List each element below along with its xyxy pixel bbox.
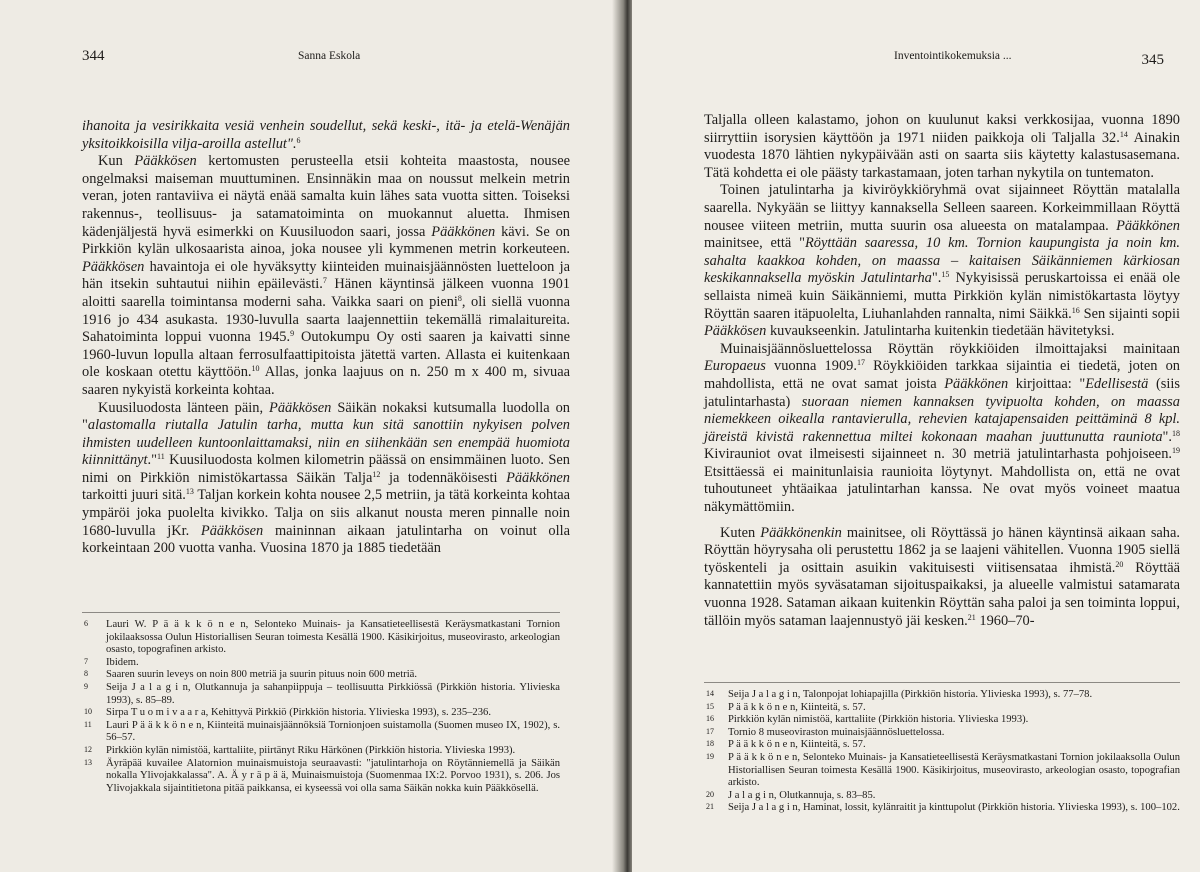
text-run: Röyttää kannatettiin myös syväsataman sijoituspaikaksi, ja alueelle valmistui satamarata vuonna 1928. Sataman aikaan kuitenkin Röyttän saha paloi ja sen toiminta loppui, tällöin myös sataman laajennustyö jäi kesken.: [704, 559, 1181, 629]
footnote-number: 12: [84, 744, 92, 754]
paragraph: [82, 400, 570, 558]
text-run: kävi. Se on Pirkkiön kylän ulkosaarista ainoa, joka nousee yli kymmenen metrin korkeuteen.: [82, 223, 571, 258]
footnote-text: P ä ä k k ö n e n, Kiinteitä, s. 57.: [728, 701, 866, 713]
footnote: [82, 720, 560, 745]
text-run: kuvaukseenkin. Jatulintarha kuitenkin tiedetään hävitetyksi.: [766, 323, 1115, 340]
paragraph: [82, 153, 570, 399]
footnote: [704, 790, 1180, 803]
text-run: Etsittäessä ei mainitunlaisia raunioita löytynyt. Mahdollista on, että ne ovat tuhoutuneet yhtäaikaa jatulintarhan kanssa. Ne ovat myös voineet maatua näkymättömiin.: [704, 463, 1180, 516]
paragraph: [704, 112, 1180, 182]
footnote-ref: 13: [185, 487, 194, 497]
text-run: Ainakin vuodesta 1870 lähtien nykypäivään asti on saarta siis käytetty kalastusasemana. Tätä kohdetta ei ole päästy tarkastamaan, joten tarhan nykytila on tuntematon.: [704, 129, 1180, 181]
footnote-number: 7: [84, 656, 88, 666]
italic-run: Pääkkönenkin: [760, 524, 842, 541]
text-run: (siis jatulintarhasta): [704, 375, 1180, 410]
right-body-text: [704, 112, 1180, 630]
footnote-number: 16: [706, 714, 714, 724]
footnote-ref: 8: [457, 293, 462, 303]
italic-run: Pääkkösen: [704, 323, 767, 340]
footnote: [704, 752, 1180, 790]
italic-run: Röyttään saaressa, 10 km. Tornion kaupungista ja noin km. sahalta kaakkoa kohden, on maassa – kaitaisen Säikänniemen kärkiosan keskikannaksella myöskin Jatulintarha: [704, 235, 1180, 287]
footnote-number: 11: [84, 719, 92, 729]
text-run: 1960–70-: [975, 612, 1035, 629]
footnote-text: Lauri W. P ä ä k k ö n e n, Selonteko Muinais- ja Kansatieteellisestä Keräysmatkastani Tornion jokilaaksossa Oulun Historiallisen Seuran toimesta Kesällä 1900. Käsikirjoitus, museovirasto, arkeologian osasto, topografinen arkisto.: [106, 619, 560, 656]
footnote-text: J a l a g i n, Olutkannuja, s. 83–85.: [728, 789, 876, 801]
footnote: [704, 702, 1180, 715]
text-run: Kun: [98, 153, 135, 170]
right-page: [632, 0, 1200, 872]
footnote-text: Pirkkiön kylän nimistöä, karttaliite, piirtänyt Riku Härkönen (Pirkkiön historia. Ylivieska 1993).: [106, 744, 516, 756]
footnote-ref: 21: [967, 612, 976, 622]
footnote-number: 21: [706, 802, 714, 812]
text-run: vuonna 1909.: [765, 358, 857, 375]
text-run: .": [147, 452, 158, 469]
text-run: Kuten: [720, 524, 761, 541]
footnote: [82, 758, 560, 796]
left-running-header: [82, 42, 590, 72]
italic-run: Pääkkönen: [1116, 217, 1180, 234]
text-run: Kivirauniot ovat ilmeisesti sijainneet n. 30 metriä jatulintarhasta pohjoiseen.: [704, 446, 1172, 463]
footnote-number: 15: [706, 701, 714, 711]
footnote-ref: 18: [1172, 428, 1180, 438]
paragraph: [704, 341, 1180, 517]
italic-run: Pääkkösen: [134, 153, 197, 170]
footnote-ref: 10: [251, 364, 260, 374]
footnote: [704, 802, 1180, 815]
footnote-text: Äyräpää kuvailee Alatornion muinaismuistoja seuraavasti: "jatulintarhoja on Röytänniemellä ja Säikän nokalla Ylivojakkalassa". A. Ä y r ä p ä ä, Muinaismuistoja (Suomenmaa IX:2. Porvoo 1931), s. 206. Jos Ylivojakkala sijaintitietona pitää paikkansa, ei kyseessä voi olla sama Säikän nokka kuin Pääkkösellä.: [106, 757, 560, 794]
footnote-text: Sirpa T u o m i v a a r a, Kehittyvä Pirkkiö (Pirkkiön historia. Ylivieska 1993), s. 235–236.: [106, 707, 491, 719]
footnote: [704, 727, 1180, 740]
footnote-text: Saaren suurin leveys on noin 800 metriä ja suurin pituus noin 600 metriä.: [106, 669, 417, 681]
italic-run: ihanoita ja vesirikkaita vesiä venhein soudellut, sekä keski-, itä- ja etelä-Wenäjän yksitoikkoisilla vilja-aroilla astellut".: [82, 118, 570, 152]
footnote-number: 19: [706, 751, 714, 761]
text-run: ".: [931, 270, 942, 287]
italic-run: Pääkkönen: [431, 223, 496, 240]
text-run: Röykkiöiden tarkkaa sijaintia ei tiedetä, joten on mahdollista, että ne ovat samat joista: [704, 358, 1180, 392]
footnote-number: 6: [84, 619, 88, 628]
footnote-ref: 16: [1071, 305, 1080, 315]
footnote-ref: 11: [157, 452, 165, 462]
footnote-text: Lauri P ä ä k k ö n e n, Kiinteitä muinaisjäännöksiä Tornionjoen suistamolla (Suomen museo IX, 1902), s. 56–57.: [106, 719, 560, 744]
footnote-ref: 12: [372, 469, 381, 479]
footnote-ref: 15: [941, 270, 950, 280]
footnote-ref: 20: [1115, 559, 1124, 569]
footnote-number: 13: [84, 757, 92, 767]
footnote-number: 18: [706, 739, 714, 749]
text-run: havaintoja ei ole hyväksytty kiinteiden muinaisjäännösten luetteloon ja hän itsekin suhtautui niihin epäilevästi.: [82, 258, 570, 293]
footnote: [82, 669, 560, 682]
footnote-text: P ä ä k k ö n e n, Selonteko Muinais- ja Kansatieteellisestä Keräysmatkastani Tornion jokilaaksolla Oulun Historiallisen Seuran toimesta Kesällä 1900. Käsikirjoitus, museovirasto, arkeologian osasto, topografian arkisto.: [728, 751, 1180, 789]
text-run: kertomusten perusteella etsii kohteita maastosta, nousee ongelmaksi maiseman muuttuminen. Ensinnäkin maa on noussut melkein metrin veran, joten rantaviiva ei näytä enää samalta kuin lähes sata vuotta sitten. Toiseksi rakennus-, teollisuus- ja satamatoiminta on muokannut aluetta. Ihmisen kädenjäljestä hyvä esimerkki on Kuusiluodon saari, jossa: [82, 153, 570, 240]
footnote-ref: 14: [1119, 129, 1128, 139]
text-run: mainitsee, oli Röyttässä jo hänen käyntinsä aikaan saha. Röyttän höyrysaha oli perustettu 1862 ja se laajeni vähitellen. Vuonna 1905 siellä työskenteli ja osittain asuikin vakituisesti viitisensataa ihmistä.: [704, 524, 1180, 576]
footnote-text: Seija J a l a g i n, Haminat, lossit, kylänraitit ja kinttupolut (Pirkkiön historia. Ylivieska 1993), s. 100–102.: [728, 802, 1180, 814]
footnote: [82, 657, 560, 670]
paragraph: [704, 525, 1180, 631]
left-footnotes: [82, 612, 560, 795]
text-run: Taljalla olleen kalastamo, johon on kuulunut kaksi verkkosijaa, vuonna 1890 siirryttiin isorysien käyttöön ja 1971 niiden paikkoja oli Taljalla 32.: [704, 112, 1180, 146]
footnote-number: 20: [706, 789, 714, 799]
footnote-text: Seija J a l a g i n, Talonpojat lohiapajilla (Pirkkiön historia. Ylivieska 1993), s. 77–78.: [728, 689, 1093, 700]
footnote-number: 8: [84, 669, 88, 679]
right-footnotes: [704, 682, 1180, 815]
footnote-ref: 9: [290, 329, 295, 339]
italic-run: Pääkkönen: [506, 469, 570, 486]
paragraph: [704, 182, 1180, 340]
italic-run: Pääkkönen: [944, 375, 1009, 392]
text-run: Taljan korkein kohta nousee 2,5 metriin, ja tätä korkeinta kohtaa ympäröi joka puolelta kivikko. Talja on siis alkanut nousta meren pinnalle noin 1680-luvulla jKr.: [82, 487, 570, 539]
text-run: Kuusiluodosta länteen päin,: [98, 399, 270, 416]
left-page-number: 344: [82, 48, 105, 64]
footnote-text: Seija J a l a g i n, Olutkannuja ja sahanpiippuja – teollisuutta Pirkkiössä (Pirkkiön historia. Ylivieska 1993), s. 85–89.: [106, 681, 560, 706]
text-run: , oli siellä vuonna 1916 jo 434 asukasta. 1930-luvulla saarta laajennettiin tekemällä rimalaitureita. Sahatoiminta loppui vuonna 1945.: [82, 293, 570, 346]
footnote-ref: 17: [856, 358, 865, 368]
right-running-header: [704, 42, 1186, 72]
italic-run: suoraan niemen kannaksen tyvipuolta kohden, on maassa niemekkeen oikealla rantavierulla, rehevien katajapensaiden peittäminä 8 kpl. järeistä kivistä rakennettua miltei kokonaan maahan juuttunutta rauniota: [704, 393, 1180, 445]
paragraph: [82, 118, 570, 153]
text-run: tarkoitti juuri sitä.: [82, 487, 186, 504]
italic-run: Edellisestä: [1085, 375, 1149, 392]
footnote-number: 10: [84, 707, 92, 717]
text-run: Allas, jonka laajuus on n. 250 m x 400 m, sivuaa saaren nykyistä korkeinta kohtaa.: [82, 364, 570, 398]
text-run: ".: [1162, 428, 1172, 445]
footnote-text: Pirkkiön kylän nimistöä, karttaliite (Pirkkiön historia. Ylivieska 1993).: [728, 714, 1029, 726]
footnote-text: Tornio 8 museoviraston muinaisjäännösluettelossa.: [728, 726, 945, 738]
footnote-ref: 6: [296, 135, 301, 145]
text-run: Toinen jatulintarha ja kiviröykkiöryhmä ovat sijainneet Röyttän matalalla saarella. Nykyään se liittyy kannaksella Selleen saareen. Korkeimmillaan Röyttä nousee viiteen metriin, mutta suurin osa alueesta on matalampaa.: [704, 182, 1180, 234]
footnote: [704, 739, 1180, 752]
italic-run: Pääkkösen: [82, 258, 145, 275]
footnote: [82, 619, 560, 657]
text-run: ja todennäköisesti: [380, 469, 507, 486]
footnote: [704, 714, 1180, 727]
text-run: Hänen käyntinsä jälkeen vuonna 1901 aloitti saarella toimintansa moderni saha. Vaikka saari on pieni: [82, 276, 570, 310]
text-run: Muinaisjäännösluettelossa Röyttän röykkiöiden ilmoittajaksi mainitaan: [720, 340, 1180, 357]
italic-run: Pääkkösen: [200, 522, 264, 539]
text-run: kirjoittaa: ": [1008, 375, 1086, 392]
footnote: [82, 745, 560, 758]
italic-run: Europaeus: [704, 358, 766, 375]
text-run: Kuusiluodosta kolmen kilometrin päässä on ensimmäinen luoto. Sen nimi on Pirkkiön nimistökartassa Säikän Talja: [82, 452, 570, 486]
footnote-number: 14: [706, 689, 714, 698]
left-body-text: [82, 118, 570, 558]
footnote-text: Ibidem.: [106, 656, 139, 668]
footnote: [82, 682, 560, 707]
footnote-ref: 19: [1172, 446, 1180, 456]
right-running-head: Inventointikokemuksia ...: [894, 50, 1012, 62]
text-run: Sen sijainti sopii: [1079, 305, 1181, 322]
footnote-text: P ä ä k k ö n e n, Kiinteitä, s. 57.: [728, 739, 866, 751]
text-run: Säikän nokaksi kutsumalla luodolla on ": [82, 399, 570, 434]
italic-run: alastomalla riutalla Jatulin tarha, mutta kun sitä sanottiin nykyisen polven ihmisten uudelleen kuntoonlaittamaksi, niin en siihenkään sen enempää huomiota kiinnittänyt: [82, 417, 570, 469]
footnote-number: 9: [84, 681, 88, 691]
text-run: mainitsee, että ": [704, 235, 805, 252]
text-run: maininnan aikaan jatulintarha on voinut olla korkeintaan 200 vuotta vanha. Vuosina 1870 ja 1885 tiedetään: [82, 522, 570, 557]
left-running-head: Sanna Eskola: [298, 50, 361, 62]
text-run: Nykyisissä peruskartoissa ei enää ole sellaista nimeä kuin Säikänniemi, mutta Pirkkiön kylän nimistökartasta löytyy Röyttän saaren itäpuolelta, Liuhanlahden rannalta, nimi Säikkä.: [704, 270, 1180, 322]
footnote: [704, 689, 1180, 702]
footnote: [82, 707, 560, 720]
right-page-number: 345: [1141, 52, 1164, 68]
footnote-number: 17: [706, 726, 714, 736]
italic-run: Pääkkösen: [269, 399, 332, 416]
text-run: Outokumpu Oy osti saaren ja kaivatti sinne 1960-luvun lopulla altaan ferrosulfaattipitoista jätettä varten. Allasta ei kuitenkaan ole koskaan otettu käyttöön.: [82, 329, 570, 381]
footnote-ref: 7: [322, 276, 327, 286]
